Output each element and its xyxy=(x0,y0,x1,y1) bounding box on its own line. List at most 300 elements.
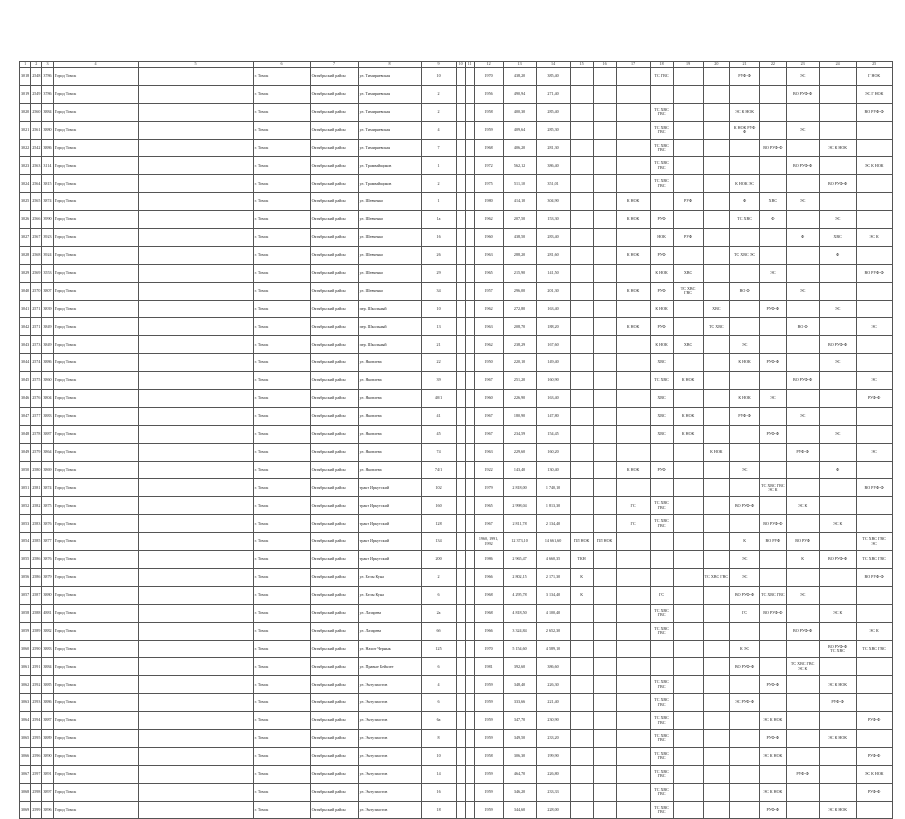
table-cell xyxy=(421,568,456,586)
cell-text: РУФ-Ф xyxy=(867,788,881,794)
table-cell xyxy=(253,425,310,443)
cell-text: 3059 xyxy=(21,627,30,633)
cell-text: ЭС К xyxy=(798,502,808,508)
table-row xyxy=(20,85,893,103)
table-cell xyxy=(138,157,253,175)
cell-text: Город Томск xyxy=(54,466,77,472)
cell-text: 2 965,47 xyxy=(512,556,527,562)
cell-text: 2а xyxy=(436,609,441,615)
table-cell xyxy=(138,658,253,676)
table-cell xyxy=(20,390,31,408)
table-cell xyxy=(730,425,760,443)
table-cell xyxy=(650,372,673,390)
cell-text: 228,00 xyxy=(547,806,559,812)
table-cell xyxy=(421,336,456,354)
cell-text: ВО РУФ-Ф xyxy=(864,484,884,490)
cell-text: 1970 xyxy=(484,645,493,651)
table-cell xyxy=(421,497,456,515)
table-cell xyxy=(138,282,253,300)
table-cell xyxy=(20,712,31,730)
cell-text: 438,20 xyxy=(513,73,526,79)
column-header: 1 xyxy=(20,62,31,68)
table-cell xyxy=(856,139,892,157)
table-cell xyxy=(730,479,760,497)
cell-text: 10 xyxy=(436,753,441,759)
cell-text: 6а xyxy=(436,717,441,723)
cell-text: Октябрьский район xyxy=(311,180,346,186)
table-cell xyxy=(456,139,465,157)
table-cell xyxy=(616,407,650,425)
table-row xyxy=(20,461,893,479)
table-cell xyxy=(253,246,310,264)
table-cell xyxy=(474,336,503,354)
cell-text: Город Томск xyxy=(54,770,77,776)
table-cell xyxy=(421,658,456,676)
cell-text: 438,50 xyxy=(513,234,526,240)
cell-text: РУФ-Ф xyxy=(766,681,780,687)
table-cell xyxy=(138,425,253,443)
table-cell xyxy=(593,443,616,461)
cell-text: 3020 xyxy=(21,109,30,115)
table-cell xyxy=(819,765,856,783)
table-cell xyxy=(465,551,474,569)
table-cell xyxy=(673,783,703,801)
table-cell xyxy=(503,121,536,139)
cell-text: 2 xyxy=(437,91,440,97)
table-cell xyxy=(786,229,819,247)
table-cell xyxy=(503,479,536,497)
table-cell xyxy=(730,85,760,103)
table-cell xyxy=(358,175,421,193)
table-cell xyxy=(465,390,474,408)
cell-text: 1970 xyxy=(484,73,493,79)
cell-text: 149,40 xyxy=(547,359,559,365)
cell-text: К НОК xyxy=(626,198,640,204)
cell-text: ЭС xyxy=(834,305,841,311)
table-row xyxy=(20,586,893,604)
cell-text: ул. Шевченко xyxy=(359,234,384,240)
cell-text: 2563 xyxy=(32,162,41,168)
cell-text: ул. Белы Куна xyxy=(359,574,384,580)
table-cell xyxy=(138,729,253,747)
table-cell xyxy=(253,175,310,193)
table-cell xyxy=(53,586,138,604)
table-cell xyxy=(20,801,31,819)
cell-text: 163,40 xyxy=(547,395,559,401)
table-cell xyxy=(593,515,616,533)
cell-text: 2598 xyxy=(32,788,41,794)
table-cell xyxy=(673,676,703,694)
cell-text: 2548 xyxy=(32,73,41,79)
table-cell xyxy=(310,568,358,586)
cell-text: 1959 xyxy=(484,126,493,132)
cell-text: 296,00 xyxy=(513,287,526,293)
table-cell xyxy=(358,765,421,783)
cell-text: ЭС К xyxy=(869,627,879,633)
cell-text: Октябрьский район xyxy=(311,753,346,759)
table-cell xyxy=(358,139,421,157)
table-cell xyxy=(856,425,892,443)
table-cell xyxy=(786,443,819,461)
table-cell xyxy=(138,121,253,139)
table-cell xyxy=(570,801,593,819)
cell-text: пер. Школьный xyxy=(359,341,387,347)
cell-text: 1986 xyxy=(484,556,493,562)
table-cell xyxy=(253,533,310,551)
table-cell xyxy=(456,622,465,640)
table-cell xyxy=(138,390,253,408)
cell-text: К xyxy=(801,556,804,562)
table-cell xyxy=(31,193,42,211)
cell-text: 1965 xyxy=(484,502,493,508)
table-cell xyxy=(20,783,31,801)
table-cell xyxy=(730,586,760,604)
table-cell xyxy=(760,443,787,461)
cell-text: 3065 xyxy=(21,735,30,741)
table-cell xyxy=(456,533,465,551)
cell-text: пер. Школьный xyxy=(359,305,387,311)
table-row xyxy=(20,515,893,533)
cell-text: 281,60 xyxy=(547,252,559,258)
cell-text: Город Томск xyxy=(54,73,77,79)
cell-text: 1 xyxy=(437,198,440,204)
cell-text: ТКН xyxy=(577,556,586,562)
table-cell xyxy=(730,372,760,390)
table-cell xyxy=(20,175,31,193)
table-cell xyxy=(456,103,465,121)
cell-text: 74/1 xyxy=(434,466,443,472)
table-cell xyxy=(456,336,465,354)
table-cell xyxy=(760,604,787,622)
table-cell xyxy=(421,747,456,765)
table-cell xyxy=(474,712,503,730)
table-cell xyxy=(20,354,31,372)
table-row xyxy=(20,103,893,121)
cell-text: 2 811,78 xyxy=(512,520,527,526)
table-cell xyxy=(474,533,503,551)
table-cell xyxy=(456,801,465,819)
cell-text: Октябрьский район xyxy=(311,735,346,741)
cell-text: 3040 xyxy=(21,287,30,293)
table-cell xyxy=(20,765,31,783)
table-cell xyxy=(31,676,42,694)
cell-text: ВО РУФ-Ф xyxy=(792,91,813,97)
table-cell xyxy=(703,139,730,157)
cell-text: Город Томск xyxy=(54,270,77,276)
cell-text: 2586 xyxy=(32,556,41,562)
cell-text: 102 xyxy=(435,484,442,490)
table-cell xyxy=(786,121,819,139)
table-cell xyxy=(570,193,593,211)
cell-text: 3050 xyxy=(21,466,30,472)
cell-text: 346,20 xyxy=(513,788,526,794)
cell-text: Ф xyxy=(836,466,840,472)
cell-text: г. Томск xyxy=(254,109,269,115)
table-cell xyxy=(53,85,138,103)
table-cell xyxy=(650,729,673,747)
table-cell xyxy=(474,425,503,443)
table-cell xyxy=(138,318,253,336)
table-cell xyxy=(31,354,42,372)
cell-text: 4 660,35 xyxy=(545,556,561,562)
table-cell xyxy=(760,515,787,533)
cell-text: ВО РУФ-Ф xyxy=(792,377,813,383)
cell-text: РУФ-Ф xyxy=(766,806,780,812)
cell-text: ул. Нахит Чернык xyxy=(359,645,391,651)
table-cell xyxy=(53,515,138,533)
cell-text: 2566 xyxy=(32,216,41,222)
table-cell xyxy=(856,568,892,586)
cell-text: 167,60 xyxy=(547,341,559,347)
cell-text: К НОК xyxy=(655,341,668,347)
table-cell xyxy=(253,694,310,712)
table-cell xyxy=(138,640,253,658)
table-cell xyxy=(53,103,138,121)
cell-text: 3053 xyxy=(21,520,30,526)
table-cell xyxy=(421,121,456,139)
table-cell xyxy=(465,139,474,157)
table-cell xyxy=(310,354,358,372)
cell-text: ТС ХВС ГВС xyxy=(654,750,669,761)
cell-text: 1963 xyxy=(484,448,493,454)
cell-text: г. Томск xyxy=(254,627,269,633)
table-row xyxy=(20,765,893,783)
table-cell xyxy=(819,676,856,694)
table-cell xyxy=(570,443,593,461)
table-cell xyxy=(819,246,856,264)
table-cell xyxy=(570,568,593,586)
table-cell xyxy=(760,336,787,354)
table-cell xyxy=(673,747,703,765)
table-cell xyxy=(593,229,616,247)
table-cell xyxy=(616,640,650,658)
table-cell xyxy=(421,354,456,372)
table-cell xyxy=(31,139,42,157)
cell-text: ВО РУФ-Ф xyxy=(734,663,755,669)
cell-text: г. Томск xyxy=(254,73,269,79)
cell-text: К НОК xyxy=(626,287,640,293)
cell-text: 2591 xyxy=(32,663,41,669)
table-cell xyxy=(570,318,593,336)
table-cell xyxy=(673,568,703,586)
table-row xyxy=(20,783,893,801)
table-cell xyxy=(616,354,650,372)
table-cell xyxy=(730,157,760,175)
table-cell xyxy=(673,85,703,103)
cell-text: Город Томск xyxy=(54,395,77,401)
table-cell xyxy=(570,640,593,658)
table-cell xyxy=(474,604,503,622)
table-cell xyxy=(786,407,819,425)
cell-text: 1963 xyxy=(484,323,493,329)
table-cell xyxy=(703,372,730,390)
table-cell xyxy=(421,640,456,658)
table-cell xyxy=(42,676,53,694)
table-cell xyxy=(819,68,856,86)
table-cell xyxy=(786,676,819,694)
cell-text: 1966 xyxy=(484,574,493,580)
table-cell xyxy=(673,658,703,676)
cell-text: ЭС Г НОК xyxy=(864,91,884,97)
table-cell xyxy=(42,515,53,533)
cell-text: 1972 xyxy=(484,162,493,168)
table-cell xyxy=(456,604,465,622)
table-cell xyxy=(819,443,856,461)
cell-text: 1967 xyxy=(484,377,493,383)
table-cell xyxy=(503,282,536,300)
table-cell xyxy=(536,193,570,211)
cell-text: 3849 xyxy=(43,341,52,347)
cell-text: ЭС xyxy=(770,270,776,276)
table-cell xyxy=(536,318,570,336)
table-cell xyxy=(421,604,456,622)
cell-text: 3062 xyxy=(21,681,30,687)
table-cell xyxy=(310,533,358,551)
table-cell xyxy=(358,568,421,586)
column-header: 25 xyxy=(856,62,892,68)
table-cell xyxy=(421,246,456,264)
table-cell xyxy=(856,694,892,712)
table-cell xyxy=(570,407,593,425)
cell-text: 333,66 xyxy=(513,699,526,705)
table-cell xyxy=(310,211,358,229)
table-cell xyxy=(31,658,42,676)
cell-text: ЭС xyxy=(871,448,877,454)
table-cell xyxy=(474,372,503,390)
table-cell xyxy=(138,515,253,533)
table-cell xyxy=(819,372,856,390)
table-row xyxy=(20,372,893,390)
table-cell xyxy=(673,354,703,372)
table-cell xyxy=(760,229,787,247)
table-cell xyxy=(593,282,616,300)
cell-text: 3057 xyxy=(21,592,30,598)
cell-text: тракт Иркутский xyxy=(359,484,390,490)
table-cell xyxy=(503,658,536,676)
table-cell xyxy=(536,658,570,676)
table-cell xyxy=(650,586,673,604)
cell-text: ЭС К НОК xyxy=(828,806,848,812)
table-cell xyxy=(856,533,892,551)
cell-text: Октябрьский район xyxy=(311,91,346,97)
cell-text: 2592 xyxy=(32,681,41,687)
cell-text: 3889 xyxy=(43,735,52,741)
cell-text: ХВС xyxy=(683,270,693,276)
cell-text: 3 324,84 xyxy=(512,627,527,633)
table-cell xyxy=(673,729,703,747)
table-cell xyxy=(20,300,31,318)
column-header: 21 xyxy=(730,62,760,68)
table-cell xyxy=(474,68,503,86)
table-cell xyxy=(650,300,673,318)
table-cell xyxy=(760,85,787,103)
table-cell xyxy=(650,193,673,211)
cell-text: ул. Энтузиастов xyxy=(359,717,388,723)
cell-text: РУФ-Ф xyxy=(738,73,751,79)
table-cell xyxy=(474,568,503,586)
cell-text: 2595 xyxy=(32,735,41,741)
table-cell xyxy=(421,551,456,569)
table-cell xyxy=(856,640,892,658)
cell-text: 226,80 xyxy=(547,770,559,776)
table-cell xyxy=(536,85,570,103)
table-cell xyxy=(253,783,310,801)
cell-text: 304,90 xyxy=(547,198,559,204)
table-cell xyxy=(138,372,253,390)
cell-text: К НОК xyxy=(626,323,640,329)
table-cell xyxy=(310,157,358,175)
column-header: 12 xyxy=(474,62,503,68)
table-cell xyxy=(253,515,310,533)
table-cell xyxy=(570,390,593,408)
table-cell xyxy=(503,604,536,622)
table-row xyxy=(20,640,893,658)
table-cell xyxy=(20,229,31,247)
table-row xyxy=(20,694,893,712)
table-cell xyxy=(310,139,358,157)
table-cell xyxy=(20,139,31,157)
table-cell xyxy=(456,300,465,318)
table-cell xyxy=(760,461,787,479)
cell-text: 1960 xyxy=(484,395,493,401)
column-header: 24 xyxy=(819,62,856,68)
column-header: 5 xyxy=(138,62,253,68)
table-cell xyxy=(20,443,31,461)
table-row xyxy=(20,193,893,211)
cell-text: Октябрьский район xyxy=(311,663,346,669)
cell-text: 464,70 xyxy=(513,770,526,776)
table-cell xyxy=(856,586,892,604)
table-cell xyxy=(819,729,856,747)
cell-text: К НОК xyxy=(626,252,640,258)
table-cell xyxy=(760,765,787,783)
table-cell xyxy=(31,765,42,783)
cell-text: 3061 xyxy=(21,663,30,669)
cell-text: 45 xyxy=(436,431,441,437)
cell-text: ВО РУФ-Ф xyxy=(864,270,884,276)
table-cell xyxy=(856,85,892,103)
table-cell xyxy=(53,68,138,86)
table-cell xyxy=(138,712,253,730)
table-cell xyxy=(503,175,536,193)
cell-text: К НОК xyxy=(655,270,668,276)
table-cell xyxy=(53,712,138,730)
table-cell xyxy=(465,676,474,694)
cell-text: Город Томск xyxy=(54,377,77,383)
cell-text: 414,10 xyxy=(513,198,526,204)
table-cell xyxy=(358,622,421,640)
cell-text: Город Томск xyxy=(54,216,77,222)
table-cell xyxy=(673,372,703,390)
table-cell xyxy=(819,694,856,712)
table-cell xyxy=(650,103,673,121)
table-cell xyxy=(616,676,650,694)
table-cell xyxy=(819,264,856,282)
table-cell xyxy=(703,407,730,425)
cell-text: 3883 xyxy=(43,413,52,419)
table-cell xyxy=(465,354,474,372)
table-cell xyxy=(31,443,42,461)
cell-text: ТС ГВС xyxy=(654,73,669,79)
cell-text: 1959 xyxy=(484,699,493,705)
cell-text: 251,20 xyxy=(513,377,526,383)
table-cell xyxy=(253,497,310,515)
table-row xyxy=(20,497,893,515)
table-cell xyxy=(253,551,310,569)
cell-text: г. Томск xyxy=(254,216,269,222)
table-cell xyxy=(786,747,819,765)
table-row xyxy=(20,121,893,139)
